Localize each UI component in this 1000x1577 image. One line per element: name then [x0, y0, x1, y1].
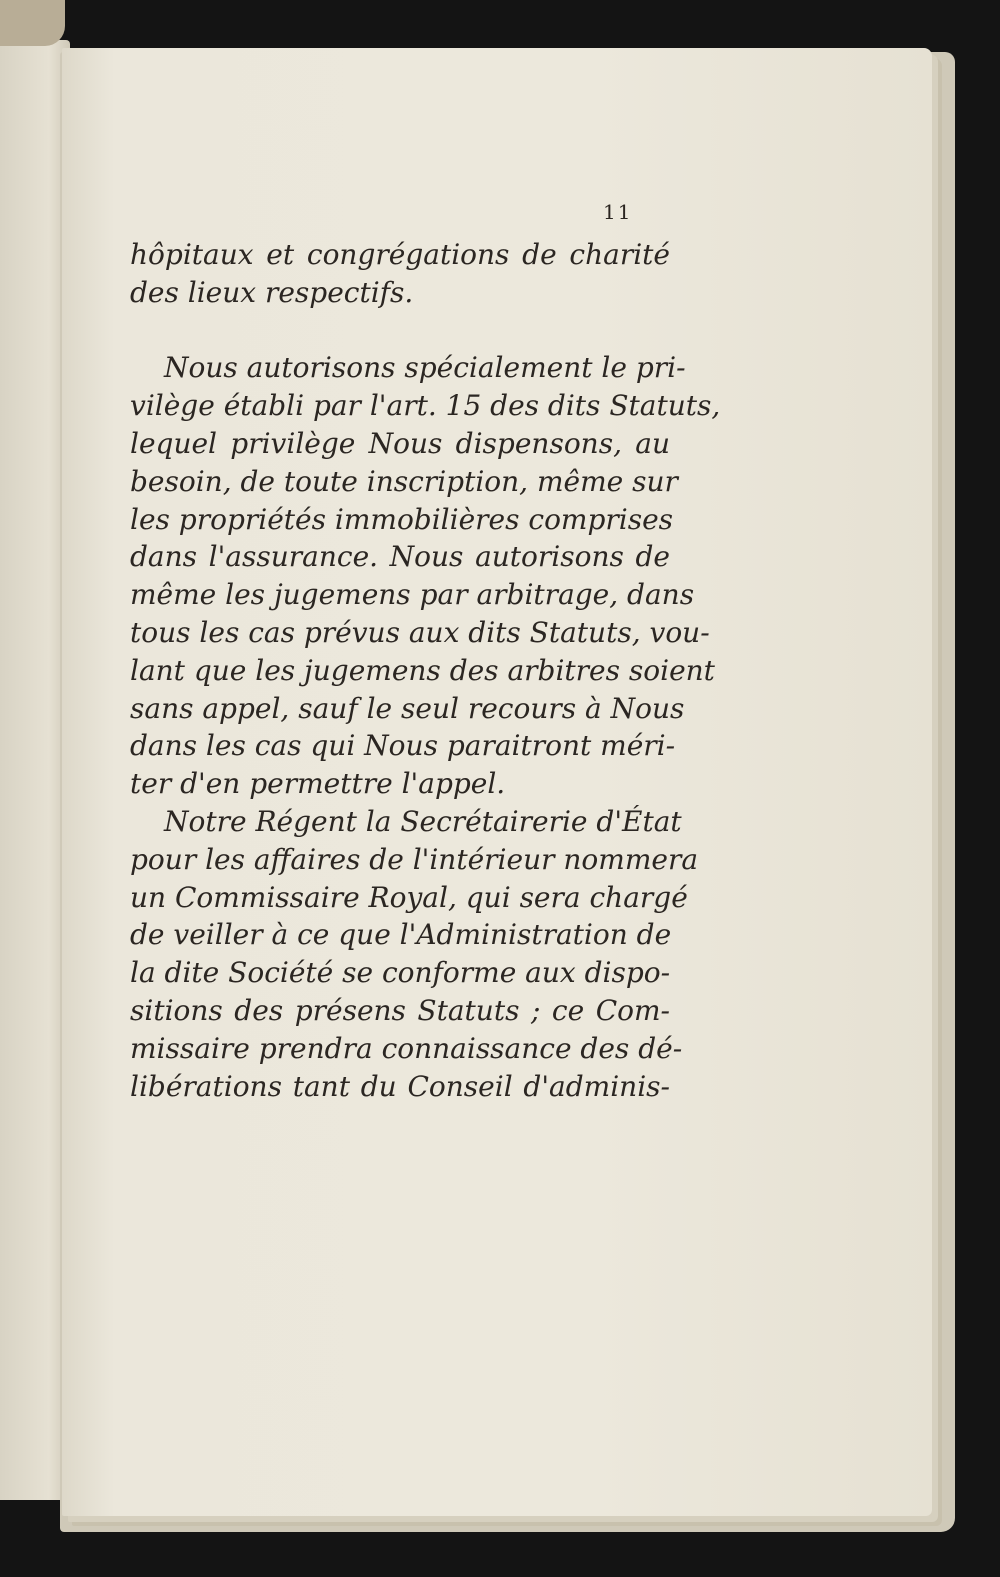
text-line: hôpitaux et congrégations de charité [130, 238, 670, 271]
text-line: Notre Régent la Secrétairerie d'État [164, 804, 682, 838]
body-text [130, 236, 721, 1105]
page-number: 11 [603, 200, 633, 224]
text-line: pour les affaires de l'intérieur nommera [130, 842, 699, 876]
text-line: missaire prendra connaissance des dé- [130, 1031, 683, 1065]
text-line: les propriétés immobilières comprises [130, 502, 674, 536]
text-line: de veiller à ce que l'Administration de [130, 918, 672, 952]
binding-tie [0, 0, 65, 46]
text-line: libérations tant du Conseil d'adminis- [130, 1069, 670, 1103]
paragraph-gap [130, 312, 670, 350]
text-line: ter d'en permettre l'appel. [130, 767, 506, 801]
text-line: vilège établi par l'art. 15 des dits Statuts, [130, 389, 721, 423]
text-line: dans l'assurance. Nous autorisons de [130, 540, 670, 574]
text-line: lequel privilège Nous dispensons, au [130, 426, 670, 460]
text-line: un Commissaire Royal, qui sera chargé [130, 880, 688, 914]
text-line: même les jugemens par arbitrage, dans [130, 578, 695, 612]
text-line: dans les cas qui Nous paraitront méri- [130, 729, 676, 763]
text-line: sitions des présens Statuts ; ce Com- [130, 993, 670, 1027]
text-line: besoin, de toute inscription, même sur [130, 464, 678, 498]
text-line: lant que les jugemens des arbitres soient [130, 653, 715, 687]
text-line: sans appel, sauf le seul recours à Nous [130, 691, 685, 725]
text-line: des lieux respectifs. [130, 275, 414, 309]
text-line: Nous autorisons spécialement le pri- [164, 351, 686, 385]
text-line: tous les cas prévus aux dits Statuts, vou- [130, 615, 710, 649]
text-line: la dite Société se conforme aux dispo- [130, 956, 671, 990]
